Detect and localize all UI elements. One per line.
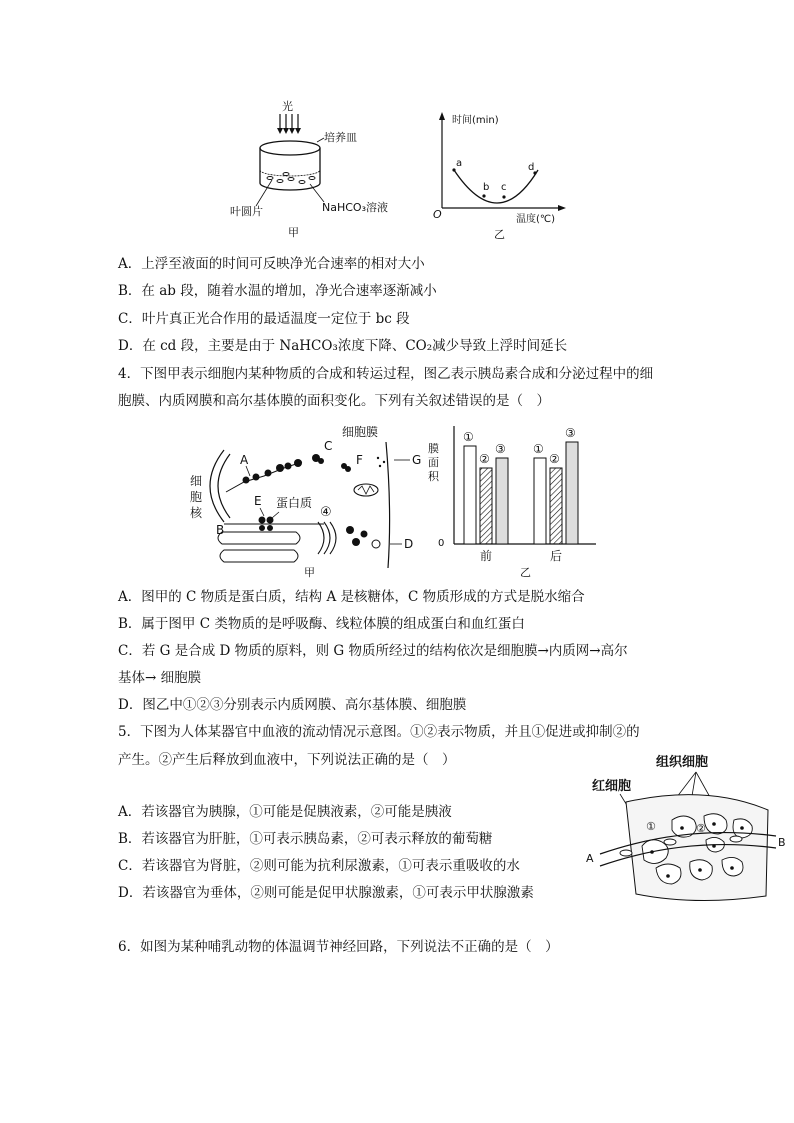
x-axis-label: 温度(℃): [516, 214, 556, 225]
bar-label-before-3: ③: [495, 442, 506, 456]
leaf-disc-label: 叶圆片: [230, 205, 263, 218]
label-B-outflow: B: [778, 836, 786, 849]
y-axis-label: 时间(min): [452, 115, 499, 126]
bar-before-2: [480, 468, 492, 544]
solution-label: NaHCO₃溶液: [322, 201, 388, 214]
bar-label-before-2: ②: [479, 452, 490, 466]
substance-2-label: ②: [696, 822, 706, 835]
q5-option-d: D．若该器官为垂体，②则可能是促甲状腺激素，①可表示甲状腺激素: [118, 885, 534, 901]
q4-option-c: C．若 G 是合成 D 物质的原料，则 G 物质所经过的结构依次是细胞膜→内质网→高尔: [118, 643, 628, 659]
label-A-inflow: A: [586, 852, 594, 865]
figure-jia-culture-dish: [228, 98, 388, 240]
protein-label: 蛋白质: [276, 496, 313, 510]
y-label-2: 面: [428, 456, 439, 469]
substance-1-label: ①: [646, 820, 656, 833]
label-4: ④: [320, 505, 332, 520]
q5-option-c: C．若该器官为肾脏，②则可能为抗利尿激素，①可表示重吸收的水: [118, 858, 520, 874]
bar-after-1: [534, 458, 546, 544]
q3-option-b: B．在 ab 段，随着水温的增加，净光合速率逐渐减小: [118, 283, 437, 299]
tissue-cell-label: 组织细胞: [656, 755, 709, 770]
label-B: B: [216, 523, 225, 537]
light-arrows-icon: [277, 114, 301, 134]
red-blood-cell-label: 红细胞: [592, 779, 632, 794]
point-c-label: c: [501, 182, 507, 193]
membrane-label: 细胞膜: [342, 425, 379, 439]
q3-option-c: C．叶片真正光合作用的最适温度一定位于 bc 段: [118, 311, 410, 327]
golgi-icon: [318, 522, 336, 554]
q4-option-a: A．图甲的 C 物质是蛋白质，结构 A 是核糖体，C 物质形成的方式是脱水缩合: [118, 589, 585, 605]
y-label-3: 积: [428, 470, 439, 483]
q4-stem-line-1: 4．下图甲表示细胞内某种物质的合成和转运过程，图乙表示胰岛素合成和分泌过程中的细: [118, 366, 654, 382]
label-A: A: [240, 453, 249, 467]
label-F: F: [356, 453, 363, 467]
u-curve: [454, 170, 538, 203]
nucleus-label-3: 核: [190, 506, 203, 520]
bar-label-before-1: ①: [463, 430, 474, 444]
figure-caption-yi: 乙: [494, 228, 505, 241]
light-label: 光: [282, 100, 293, 113]
q4-option-d: D．图乙中①②③分别表示内质网膜、高尔基体膜、细胞膜: [118, 697, 467, 713]
label-D: D: [404, 537, 414, 551]
q5-option-b: B．若该器官为肝脏，①可表示胰岛素，②可表示释放的葡萄糖: [118, 831, 493, 847]
y-label-1: 膜: [428, 442, 439, 455]
dish-label: 培养皿: [324, 131, 357, 144]
figure-caption-jia: 甲: [288, 226, 299, 239]
label-E: E: [254, 494, 262, 508]
q4-option-b: B．属于图甲 C 类物质的是呼吸酶、线粒体膜的组成蛋白和血红蛋白: [118, 616, 525, 632]
figure-yi-membrane-area: [428, 420, 600, 580]
group-label-before: 前: [480, 549, 493, 563]
point-d-label: d: [528, 162, 535, 173]
q5-stem-line-2: 产生。②产生后释放到血液中，下列说法正确的是（ ）: [118, 752, 456, 768]
q5-option-a: A．若该器官为胰腺，①可能是促胰液素，②可能是胰液: [118, 804, 452, 820]
q3-option-a: A．上浮至液面的时间可反映净光合速率的相对大小: [118, 256, 425, 272]
q5-stem-line-1: 5．下图为人体某器官中血液的流动情况示意图。①②表示物质，并且①促进或抑制②的: [118, 724, 640, 740]
q3-option-d: D．在 cd 段，主要是由于 NaHCO₃浓度下降、CO₂减少导致上浮时间延长: [118, 338, 568, 354]
label-C: C: [324, 439, 333, 453]
figure-yi-temperature-curve: [432, 108, 582, 240]
axis-zero: 0: [438, 538, 445, 549]
q6-stem: 6．如图为某种哺乳动物的体温调节神经回路，下列说法不正确的是（ ）: [118, 939, 559, 955]
figure-organ-blood-flow: [586, 750, 792, 910]
point-b-label: b: [483, 182, 490, 193]
bar-before-1: [464, 446, 476, 544]
bar-label-after-2: ②: [549, 452, 560, 466]
bar-after-3: [566, 442, 578, 544]
figure-jia-cell-secretion: [184, 420, 424, 580]
label-G: G: [412, 453, 422, 467]
point-a-label: a: [456, 158, 463, 169]
figure-caption-jia-2: 甲: [304, 566, 315, 579]
bar-after-2: [550, 468, 562, 544]
figure-caption-yi-2: 乙: [520, 566, 531, 579]
nucleus-label-1: 细: [190, 474, 203, 488]
bar-label-after-3: ③: [565, 426, 576, 440]
bar-label-after-1: ①: [533, 442, 544, 456]
origin-label: O: [433, 208, 442, 221]
bar-before-3: [496, 458, 508, 544]
nucleus-label-2: 胞: [190, 490, 203, 504]
q4-option-c-cont: 基体→ 细胞膜: [118, 670, 202, 686]
q4-stem-line-2: 胞膜、内质网膜和高尔基体膜的面积变化。下列有关叙述错误的是（ ）: [118, 393, 550, 409]
group-label-after: 后: [550, 549, 563, 563]
